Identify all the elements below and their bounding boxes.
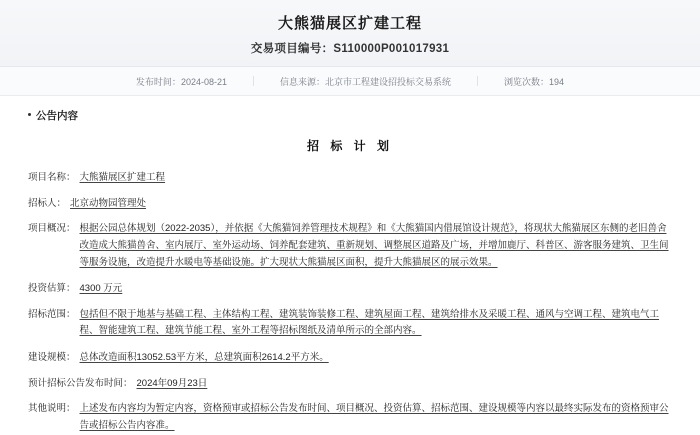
field-value: 2024年09月23日 xyxy=(136,377,208,389)
field-value: 4300 万元 xyxy=(79,283,123,295)
field-value: 包括但不限于地基与基础工程、主体结构工程、建筑装饰装修工程、建筑屋面工程、建筑给排水及采暖工程、通风与空调工程、建筑电气工程、智能建筑工程、建筑节能工程、室外工程等招标图纸及清单所示的全部内容。 xyxy=(79,308,660,337)
field-value: 北京动物园管理处 xyxy=(70,197,147,209)
field-label: 项目概况： xyxy=(28,223,76,235)
section-heading-label: 公告内容 xyxy=(36,110,78,122)
section-heading xyxy=(28,108,672,123)
view-count-label: 浏览次数： xyxy=(504,76,550,87)
field-value: 大熊猫展区扩建工程 xyxy=(79,172,166,183)
publish-time-label: 发布时间： xyxy=(135,76,181,87)
source xyxy=(280,75,451,88)
field-label: 其他说明： xyxy=(28,403,76,415)
plan-title: 招 标 计 划 xyxy=(306,139,393,153)
publish-time-value: 2024-08-21 xyxy=(180,76,227,87)
field-investment-estimate xyxy=(28,281,672,298)
field-label: 投资估算： xyxy=(28,283,76,295)
page-title: 大熊猫展区扩建工程 xyxy=(277,15,422,32)
view-count-value: 194 xyxy=(549,76,565,87)
field-value: 总体改造面积13052.53平方米，总建筑面积2614.2平方米。 xyxy=(79,352,329,363)
page-header xyxy=(0,0,700,67)
announcement-content xyxy=(0,96,700,435)
field-project-name xyxy=(28,170,672,187)
meta-divider xyxy=(253,76,254,86)
source-value: 北京市工程建设招投标交易系统 xyxy=(325,76,452,87)
bullet-icon xyxy=(28,113,31,116)
publish-time xyxy=(136,75,227,88)
field-value: 上述发布内容均为暂定内容，资格预审或招标公告发布时间、项目概况、投资估算、招标范围、建设规模等内容以最终实际发布的资格预审公告或招标公告内容准。 xyxy=(79,403,669,431)
field-tenderer xyxy=(28,196,672,213)
project-number: 交易项目编号：S110000P001017931 xyxy=(250,43,450,55)
field-label: 招标人： xyxy=(28,197,67,209)
field-bidding-scope xyxy=(28,307,672,340)
meta-bar xyxy=(0,67,700,96)
field-label: 项目名称： xyxy=(28,172,76,183)
field-expected-announcement-date xyxy=(28,376,672,393)
meta-divider-2 xyxy=(477,76,478,86)
view-count xyxy=(504,75,564,88)
field-label: 招标范围： xyxy=(28,308,76,320)
field-label: 建设规模： xyxy=(28,352,76,363)
field-value: 根据公园总体规划（2022-2035），并依据《大熊猫饲养管理技术规程》和《大熊猫国内借展馆设计规范》，将现状大熊猫展区东侧的老旧兽舍改造成大熊猫兽舍、室内展厅、室外运动场、饲养配套建筑、重新规划、调整展区道路及广场，并增加鹿厅、科普区、游客服务建筑、卫生间等服务设施，改造提升水暖电等基础设施。扩大现状大熊猫展区面积，提升大熊猫展区的展示效果。 xyxy=(79,223,669,268)
field-project-overview xyxy=(28,221,672,271)
field-construction-scale xyxy=(28,350,672,367)
source-label: 信息来源： xyxy=(279,76,325,87)
field-label: 预计招标公告发布时间： xyxy=(28,377,133,389)
field-other-notes xyxy=(28,401,672,434)
